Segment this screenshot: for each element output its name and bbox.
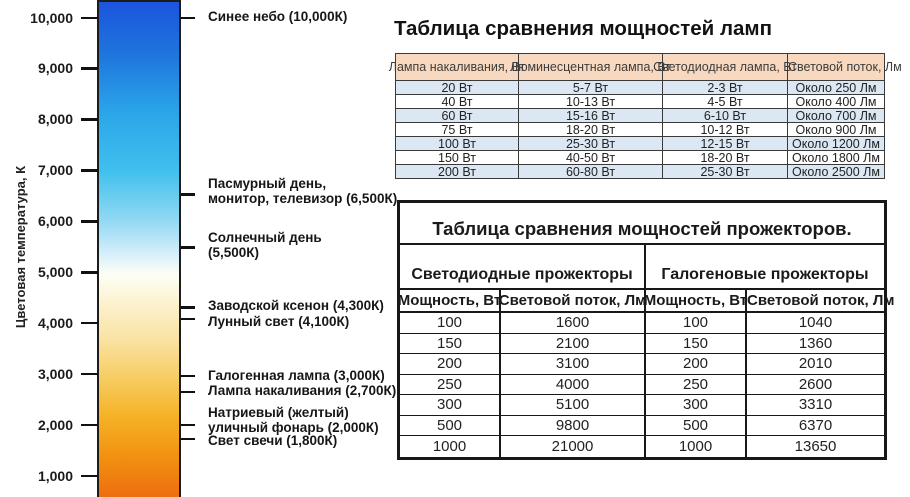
projector-table-title: Таблица сравнения мощностей прожекторов. <box>400 203 884 245</box>
table-row <box>400 416 884 437</box>
tick-label: 1,000 <box>37 467 73 484</box>
annotation-halogen-lamp: Галогенная лампа (3,000К) <box>208 367 385 383</box>
annotation-moonlight: Лунный свет (4,100К) <box>208 313 350 329</box>
tick-label: 9,000 <box>37 60 73 77</box>
table-cell: 40 Вт <box>396 95 519 108</box>
annotation-factory-xenon: Заводской ксенон (4,300К) <box>208 298 384 313</box>
table-cell: 200 <box>646 354 747 374</box>
column-header: Лампа накаливания, Вт <box>396 54 519 80</box>
table-row <box>400 436 884 457</box>
left-tick <box>81 322 98 325</box>
table-cell: 300 <box>400 395 501 415</box>
table-cell: 1000 <box>646 436 747 457</box>
table-cell: 25-30 Вт <box>663 165 788 178</box>
table-cell: 18-20 Вт <box>519 123 663 136</box>
table-cell: 3100 <box>501 354 646 374</box>
table-row <box>396 109 884 123</box>
right-tick <box>181 424 195 427</box>
column-header: Световой поток, Лм <box>788 60 902 74</box>
table-cell: 4000 <box>501 375 646 395</box>
right-tick <box>181 246 195 249</box>
projector-table-group-row <box>400 245 884 290</box>
table-cell: 10-12 Вт <box>663 123 788 136</box>
column-header: Световой поток, Лм <box>498 292 647 309</box>
table-cell: 1600 <box>501 313 646 333</box>
table-cell: 2-3 Вт <box>663 81 788 94</box>
table-cell: 4-5 Вт <box>663 95 788 108</box>
right-tick <box>181 17 195 20</box>
right-tick <box>181 438 195 441</box>
table-row <box>396 165 884 178</box>
table-cell: 21000 <box>501 436 646 457</box>
tick-label: 8,000 <box>37 111 73 128</box>
table-cell: 2600 <box>798 375 833 393</box>
table-cell: 6370 <box>798 416 833 434</box>
left-tick <box>81 67 98 70</box>
left-tick <box>81 373 98 376</box>
table-row <box>396 151 884 165</box>
projector-table <box>397 200 895 460</box>
lamp-table-header-row <box>388 54 902 81</box>
table-row <box>396 95 884 109</box>
table-cell: Около 700 Лм <box>795 108 877 123</box>
table-cell: 300 <box>646 395 747 415</box>
tick-label: 2,000 <box>37 416 73 433</box>
annotation-sunny-day: Солнечный день (5,500К) <box>208 230 322 260</box>
group-header: Светодиодные прожекторы <box>400 245 646 288</box>
right-tick <box>181 306 195 309</box>
table-cell: Около 2500 Лм <box>792 164 880 179</box>
table-cell: 1040 <box>798 314 833 332</box>
lamp-table <box>388 53 902 179</box>
column-header: Мощность, Вт <box>643 292 748 309</box>
left-tick <box>81 424 98 427</box>
table-cell: 5100 <box>501 395 646 415</box>
table-cell: 1000 <box>400 436 501 457</box>
group-header: Галогеновые прожекторы <box>661 266 869 283</box>
annotation-sodium-street-lamp: Натриевый (желтый) уличный фонарь (2,000К) <box>208 405 379 435</box>
right-tick <box>181 193 195 196</box>
table-cell: 200 Вт <box>396 165 519 178</box>
column-header: Светодиодная лампа, Вт <box>663 54 788 80</box>
left-tick <box>81 118 98 121</box>
table-cell: 25-30 Вт <box>519 137 663 150</box>
table-row <box>400 313 884 334</box>
tick-label: 7,000 <box>37 162 73 179</box>
tick-label: 4,000 <box>37 314 73 331</box>
table-cell: 200 <box>400 354 501 374</box>
right-tick <box>181 318 195 321</box>
table-row <box>396 123 884 137</box>
table-cell: 2010 <box>798 355 833 373</box>
table-cell: 500 <box>400 416 501 436</box>
table-row <box>400 334 884 355</box>
table-cell: 12-15 Вт <box>663 137 788 150</box>
table-cell: 1360 <box>798 334 833 352</box>
column-header: Световой поток, Лм <box>747 292 895 309</box>
table-cell: Около 900 Лм <box>795 122 877 137</box>
lamp-table-title: Таблица сравнения мощностей ламп <box>394 17 772 40</box>
table-cell: 18-20 Вт <box>663 151 788 164</box>
left-tick <box>81 475 98 478</box>
table-row <box>400 354 884 375</box>
tick-label: 5,000 <box>37 264 73 280</box>
table-cell: 3310 <box>798 396 833 414</box>
table-cell: 150 <box>400 334 501 354</box>
annotation-candle-light: Свет свечи (1,800К) <box>208 433 338 448</box>
table-cell: Около 250 Лм <box>795 80 877 95</box>
tick-label: 3,000 <box>37 365 73 382</box>
tick-label: 10,000 <box>30 9 73 26</box>
temperature-gradient-bar <box>97 0 181 497</box>
table-row <box>396 81 884 95</box>
column-header: Мощность, Вт <box>397 292 502 309</box>
table-cell: 20 Вт <box>396 81 519 94</box>
table-cell: 15-16 Вт <box>519 109 663 122</box>
table-cell: 60-80 Вт <box>519 165 663 178</box>
projector-table-header-row <box>397 290 895 313</box>
table-cell: 10-13 Вт <box>519 95 663 108</box>
table-cell: 60 Вт <box>396 109 519 122</box>
right-tick <box>181 391 195 394</box>
table-cell: 6-10 Вт <box>663 109 788 122</box>
left-tick <box>81 17 98 20</box>
annotation-incandescent-lamp: Лампа накаливания (2,700К) <box>208 383 397 398</box>
right-tick <box>181 375 195 378</box>
table-cell: 150 Вт <box>396 151 519 164</box>
table-cell: Около 400 Лм <box>795 94 877 109</box>
table-cell: 75 Вт <box>396 123 519 136</box>
table-cell: 5-7 Вт <box>519 81 663 94</box>
column-header: Люминесцентная лампа, Вт <box>519 54 663 80</box>
table-row <box>400 375 884 396</box>
annotation-blue-sky: Синее небо (10,000К) <box>208 9 348 24</box>
left-tick <box>81 271 98 274</box>
table-cell: 500 <box>646 416 747 436</box>
table-cell: 9800 <box>501 416 646 436</box>
table-cell: 2100 <box>501 334 646 354</box>
table-cell: 150 <box>646 334 747 354</box>
axis-label: Цветовая температура, К <box>13 165 28 329</box>
table-cell: 250 <box>646 375 747 395</box>
table-cell: Около 1800 Лм <box>792 150 880 165</box>
table-cell: 13650 <box>794 437 837 455</box>
table-cell: 250 <box>400 375 501 395</box>
table-row <box>400 395 884 416</box>
table-cell: 100 <box>400 313 501 333</box>
left-tick <box>81 169 98 172</box>
table-cell: Около 1200 Лм <box>792 136 880 151</box>
table-cell: 40-50 Вт <box>519 151 663 164</box>
table-cell: 100 <box>646 313 747 333</box>
tick-label: 6,000 <box>37 213 73 230</box>
table-cell: 100 Вт <box>396 137 519 150</box>
annotation-overcast-day: Пасмурный день, монитор, телевизор (6,500К) <box>208 176 398 206</box>
left-tick <box>81 220 98 223</box>
table-row <box>396 137 884 151</box>
